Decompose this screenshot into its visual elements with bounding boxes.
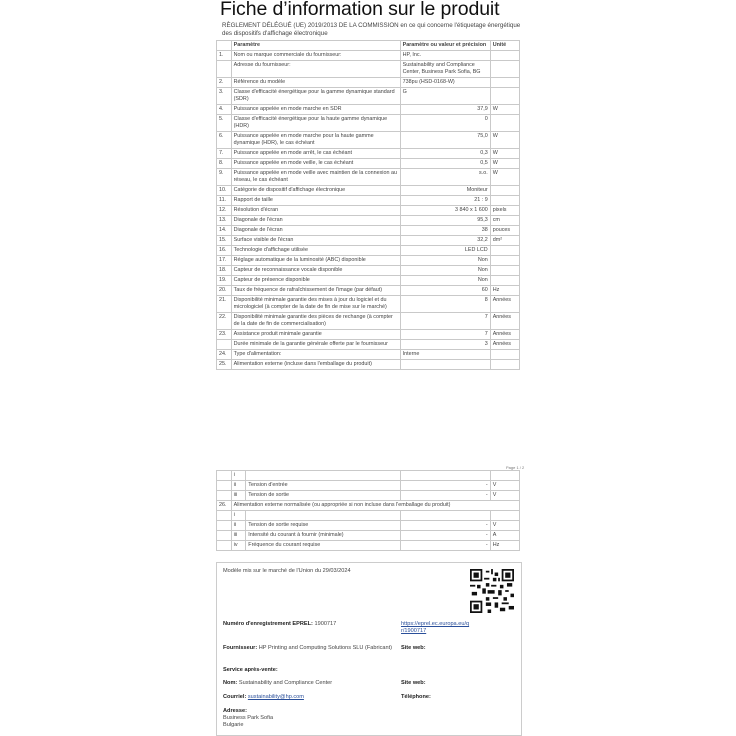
row-unit	[490, 266, 519, 276]
row-unit: Hz	[490, 286, 519, 296]
email-link[interactable]: sustainability@hp.com	[247, 694, 304, 700]
row-param: Résolution d'écran	[231, 206, 400, 216]
row-param: Taux de fréquence de rafraîchissement de l'image (par défaut)	[231, 286, 400, 296]
table-row	[217, 216, 520, 226]
row-value: LED LCD	[400, 246, 490, 256]
row-value: Moniteur	[400, 186, 490, 196]
row-num: ii	[231, 481, 246, 491]
row-value: -	[400, 541, 490, 551]
row-num: 23.	[217, 330, 232, 340]
row-unit	[490, 276, 519, 286]
row-param: Nom ou marque commerciale du fournisseur:	[231, 51, 400, 61]
row-unit	[490, 78, 519, 88]
row-unit: Années	[490, 296, 519, 313]
power-supply-table	[216, 470, 520, 551]
table-row	[217, 266, 520, 276]
row-unit: A	[490, 531, 519, 541]
row-num	[217, 61, 232, 78]
website-label: Site web:	[401, 645, 426, 651]
table-row	[217, 88, 520, 105]
row-param: Capteur de présence disponible	[231, 276, 400, 286]
row-blank	[217, 541, 232, 551]
row-param: Durée minimale de la garantie générale offerte par le fournisseur	[231, 340, 400, 350]
row-param: Puissance appelée en mode veille, le cas échéant	[231, 159, 400, 169]
row-param: Assistance produit minimale garantie	[231, 330, 400, 340]
row-unit	[490, 51, 519, 61]
eprel-label: Numéro d'enregistrement EPREL:	[223, 621, 313, 627]
row-num: 12.	[217, 206, 232, 216]
eprel-link[interactable]: https://eprel.ec.europa.eu/qr/1900717	[401, 621, 470, 634]
table-row	[217, 51, 520, 61]
table-row	[217, 501, 520, 511]
row-num: i	[231, 471, 246, 481]
row-param: Diagonale de l'écran	[231, 216, 400, 226]
row-unit: pixels	[490, 206, 519, 216]
row-unit: Années	[490, 330, 519, 340]
row-value: Non	[400, 266, 490, 276]
row-param: Puissance appelée en mode marche en SDR	[231, 105, 400, 115]
row-unit: W	[490, 132, 519, 149]
email-label: Courriel:	[223, 694, 247, 700]
row-param: Alimentation externe (incluse dans l'emballage du produit)	[231, 360, 400, 370]
row-num: 2.	[217, 78, 232, 88]
row-value: 95,3	[400, 216, 490, 226]
row-unit	[490, 511, 519, 521]
row-value: 21 : 9	[400, 196, 490, 206]
row-value: Non	[400, 276, 490, 286]
table-row	[217, 491, 520, 501]
row-value	[400, 471, 490, 481]
row-value: 38	[400, 226, 490, 236]
table-row	[217, 246, 520, 256]
header-value: Paramètre ou valeur et précision	[400, 41, 490, 51]
row-num: 6.	[217, 132, 232, 149]
row-param: Disponibilité minimale garantie des mises à jour du logiciel et du micrologiciel (à compter de la date de fin de mise sur le marché)	[231, 296, 400, 313]
table-row	[217, 541, 520, 551]
row-unit: Années	[490, 313, 519, 330]
row-unit: cm	[490, 216, 519, 226]
row-unit	[490, 186, 519, 196]
row-param: Classe d'efficacité énergétique pour la gamme dynamique standard (SDR)	[231, 88, 400, 105]
table-row	[217, 296, 520, 313]
row-param: Tension d'entrée	[246, 481, 400, 491]
address-line2: Bulgarie	[223, 722, 244, 728]
table-row	[217, 159, 520, 169]
row-value: Sustainability and Compliance Center, Business Park Sofia, BG	[400, 61, 490, 78]
row-param: Puissance appelée en mode arrêt, le cas échéant	[231, 149, 400, 159]
table-row	[217, 340, 520, 350]
market-date: Modèle mis sur le marché de l'Union du 29/03/2024	[223, 568, 351, 574]
row-value	[400, 360, 490, 370]
header-num	[217, 41, 232, 51]
row-value: 3	[400, 340, 490, 350]
row-num	[217, 340, 232, 350]
row-value: -	[400, 491, 490, 501]
row-num: iv	[231, 541, 246, 551]
row-value: Interne	[400, 350, 490, 360]
row-param: Tension de sortie requise	[246, 521, 400, 531]
row-num: 24.	[217, 350, 232, 360]
row-value: 0,3	[400, 149, 490, 159]
table-row	[217, 330, 520, 340]
table-row	[217, 276, 520, 286]
row-unit: Hz	[490, 541, 519, 551]
row-unit	[490, 246, 519, 256]
row-value: 60	[400, 286, 490, 296]
row-unit	[490, 61, 519, 78]
row-unit	[490, 350, 519, 360]
row-unit: dm²	[490, 236, 519, 246]
row-param: Surface visible de l'écran	[231, 236, 400, 246]
row-value: -	[400, 521, 490, 531]
table-row	[217, 206, 520, 216]
row-value: 7	[400, 330, 490, 340]
row-num: iii	[231, 531, 246, 541]
supplier-value: HP Printing and Computing Solutions SLU (Fabricant)	[258, 645, 393, 651]
table-row	[217, 531, 520, 541]
row-num: 15.	[217, 236, 232, 246]
row-value: 7	[400, 313, 490, 330]
row-num: 7.	[217, 149, 232, 159]
regulation-text: RÈGLEMENT DÉLÉGUÉ (UE) 2019/2013 DE LA COMMISSION en ce qui concerne l'étiquetage énergétique des dispositifs d'affichage électronique	[222, 22, 521, 38]
row-num: 8.	[217, 159, 232, 169]
row-num: 9.	[217, 169, 232, 186]
row-unit	[490, 115, 519, 132]
table-row	[217, 105, 520, 115]
row-num: 21.	[217, 296, 232, 313]
row-num: 3.	[217, 88, 232, 105]
row-param: Type d'alimentation:	[231, 350, 400, 360]
table-row	[217, 256, 520, 266]
eprel-info-box	[216, 562, 522, 736]
row-unit: W	[490, 149, 519, 159]
row-param: Référence du modèle	[231, 78, 400, 88]
row-num: 10.	[217, 186, 232, 196]
row-num: 5.	[217, 115, 232, 132]
name-value: Sustainability and Compliance Center	[238, 680, 333, 686]
row-num: 13.	[217, 216, 232, 226]
table-row	[217, 481, 520, 491]
row-param: Disponibilité minimale garantie des pièces de rechange (à compter de la date de fin de commercialisation)	[231, 313, 400, 330]
table-row	[217, 236, 520, 246]
row-value: -	[400, 531, 490, 541]
row-value: 75,0	[400, 132, 490, 149]
supplier-label: Fournisseur:	[223, 645, 258, 651]
row-num: iii	[231, 491, 246, 501]
table-row	[217, 115, 520, 132]
phone-label: Téléphone:	[401, 694, 431, 700]
row-value: 0	[400, 115, 490, 132]
table-row	[217, 61, 520, 78]
row-num: 14.	[217, 226, 232, 236]
row-num: 4.	[217, 105, 232, 115]
row-unit: V	[490, 491, 519, 501]
address-label: Adresse:	[223, 708, 247, 714]
row-param: Fréquence du courant requise	[246, 541, 400, 551]
row-num: 16.	[217, 246, 232, 256]
row-value: 3 840 x 1 600	[400, 206, 490, 216]
row-unit	[490, 360, 519, 370]
row-param: Puissance appelée en mode marche pour la haute gamme dynamique (HDR), le cas échéant	[231, 132, 400, 149]
row-param	[246, 511, 400, 521]
row-value: Non	[400, 256, 490, 266]
qr-code-icon[interactable]	[470, 569, 514, 613]
product-info-table	[216, 40, 520, 370]
name-label: Nom:	[223, 680, 238, 686]
row-param: Rapport de taille	[231, 196, 400, 206]
row-unit: W	[490, 169, 519, 186]
row-unit: V	[490, 521, 519, 531]
row-num: 22.	[217, 313, 232, 330]
page-title: Fiche d’information sur le produit	[220, 0, 500, 20]
row-unit: W	[490, 159, 519, 169]
row-value: -	[400, 481, 490, 491]
website2-label: Site web:	[401, 680, 426, 686]
row-param: Intensité du courant à fournir (minimale)	[246, 531, 400, 541]
row-num: 19.	[217, 276, 232, 286]
row-unit: V	[490, 481, 519, 491]
row-param: Tension de sortie	[246, 491, 400, 501]
row-num: i	[231, 511, 246, 521]
row-param: Puissance appelée en mode veille avec maintien de la connexion au réseau, le cas échéant	[231, 169, 400, 186]
header-param: Paramètre	[231, 41, 400, 51]
table-row	[217, 360, 520, 370]
row-param: Réglage automatique de la luminosité (ABC) disponible	[231, 256, 400, 266]
row-value: 738pu (HSD-0168-W)	[400, 78, 490, 88]
row-param: Capteur de reconnaissance vocale disponible	[231, 266, 400, 276]
row-unit: pouces	[490, 226, 519, 236]
row-blank	[217, 531, 232, 541]
row-unit: Années	[490, 340, 519, 350]
page-number: Page 1 / 2	[506, 465, 525, 470]
row-value: HP, Inc.	[400, 51, 490, 61]
row-value: 32,2	[400, 236, 490, 246]
row-blank	[217, 481, 232, 491]
row-value: G	[400, 88, 490, 105]
header-unit: Unité	[490, 41, 519, 51]
row-value	[400, 511, 490, 521]
address-line1: Business Park Sofia	[223, 715, 274, 721]
row-param: Classe d'efficacité énergétique pour la haute gamme dynamique (HDR)	[231, 115, 400, 132]
row-value: 37,9	[400, 105, 490, 115]
table-row	[217, 226, 520, 236]
row-num: ii	[231, 521, 246, 531]
row-num: 20.	[217, 286, 232, 296]
row-unit	[490, 88, 519, 105]
row-num: 1.	[217, 51, 232, 61]
row-unit	[490, 471, 519, 481]
table-header-row	[217, 41, 520, 51]
service-label: Service après-vente:	[223, 667, 278, 673]
row-blank	[217, 521, 232, 531]
table-row	[217, 471, 520, 481]
row-unit: W	[490, 105, 519, 115]
row-value: 0,5	[400, 159, 490, 169]
row-param: Technologie d'affichage utilisée	[231, 246, 400, 256]
table-row	[217, 350, 520, 360]
row-param: Catégorie de dispositif d'affichage électronique	[231, 186, 400, 196]
table-row	[217, 78, 520, 88]
row-num: 18.	[217, 266, 232, 276]
row-num: 11.	[217, 196, 232, 206]
row-param: Alimentation externe normalisée (ou appropriée si non incluse dans l'emballage du produit)	[231, 501, 519, 511]
row-param	[246, 471, 400, 481]
eprel-number: 1900717	[314, 621, 337, 627]
row-blank	[217, 491, 232, 501]
row-num: 26.	[217, 501, 232, 511]
row-value: 8	[400, 296, 490, 313]
row-unit	[490, 196, 519, 206]
table-row	[217, 521, 520, 531]
table-row	[217, 196, 520, 206]
row-value: s.o.	[400, 169, 490, 186]
table-row	[217, 286, 520, 296]
row-blank	[217, 471, 232, 481]
row-param: Diagonale de l'écran	[231, 226, 400, 236]
table-row	[217, 186, 520, 196]
row-param: Adresse du fournisseur:	[231, 61, 400, 78]
table-row	[217, 313, 520, 330]
row-num: 25.	[217, 360, 232, 370]
row-unit	[490, 256, 519, 266]
table-row	[217, 132, 520, 149]
table-row	[217, 511, 520, 521]
table-row	[217, 149, 520, 159]
row-blank	[217, 511, 232, 521]
table-row	[217, 169, 520, 186]
row-num: 17.	[217, 256, 232, 266]
